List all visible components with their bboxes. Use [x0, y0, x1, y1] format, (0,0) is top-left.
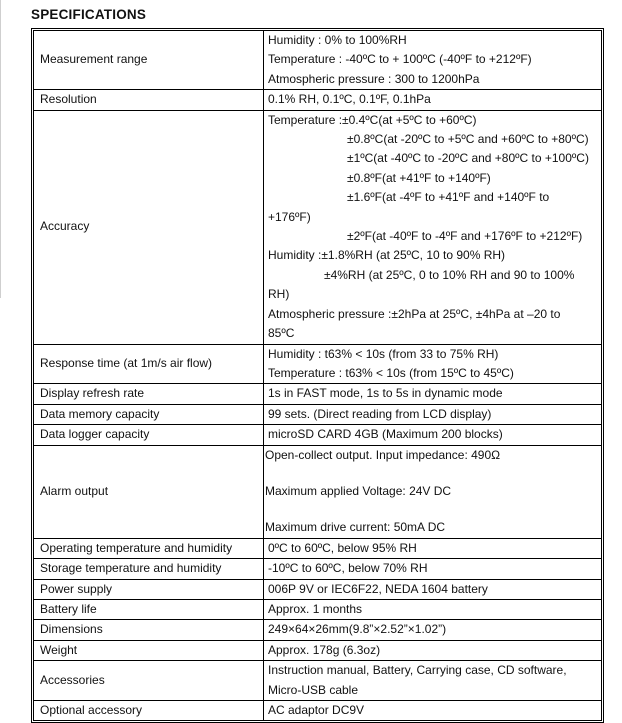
spec-line: Humidity : 0% to 100%RH [268, 33, 407, 47]
spec-label: Response time (at 1m/s air flow) [34, 344, 264, 384]
spec-line: Humidity : t63% < 10s (from 33 to 75% RH) [268, 346, 499, 361]
spec-line: Micro-USB cable [268, 682, 359, 697]
specifications-table [31, 28, 604, 723]
table-row [34, 384, 602, 404]
spec-label: Dimensions [34, 620, 264, 640]
spec-line: ±1.6ºF(at -4ºF to +41ºF and +140ºF to [347, 190, 550, 205]
table-row [34, 425, 602, 445]
spec-value [264, 661, 602, 701]
spec-value: 1s in FAST mode, 1s to 5s in dynamic mode [264, 384, 602, 404]
spec-value: 249×64×26mm(9.8”×2.52”×1.02”) [264, 620, 602, 640]
spec-label: Operating temperature and humidity [34, 538, 264, 558]
spec-value: 99 sets. (Direct reading from LCD display) [264, 404, 602, 424]
table-row [34, 404, 602, 424]
table-row [34, 538, 602, 558]
spec-line: ±0.8ºF(at +41ºF to +140ºF) [347, 170, 491, 185]
left-divider [0, 0, 1, 298]
table-row [34, 640, 602, 660]
spec-line: RH) [268, 287, 290, 302]
spec-line: 85ºC [268, 326, 295, 341]
spec-line: Open-collect output. Input impedance: 490Ω [265, 447, 501, 462]
spec-line: Instruction manual, Battery, Carrying case, CD software, [268, 663, 567, 678]
spec-value [264, 344, 602, 384]
spec-label: Power supply [34, 579, 264, 599]
spec-label: Battery life [34, 599, 264, 619]
spec-value: microSD CARD 4GB (Maximum 200 blocks) [264, 425, 602, 445]
spec-value [264, 110, 602, 344]
spec-value: 006P 9V or IEC6F22, NEDA 1604 battery [264, 579, 602, 599]
spec-value: AC adaptor DC9V [264, 701, 602, 721]
spec-line: ±0.8ºC(at -20ºC to +5ºC and +60ºC to +80ºC) [347, 132, 589, 147]
spec-value: -10ºC to 60ºC, below 70% RH [264, 559, 602, 579]
spec-value: Approx. 1 months [264, 599, 602, 619]
table-row [34, 445, 602, 538]
spec-label: Optional accessory [34, 701, 264, 721]
table-row [34, 559, 602, 579]
spec-value: 0ºC to 60ºC, below 95% RH [264, 538, 602, 558]
spec-line: Maximum applied Voltage: 24V DC [265, 483, 452, 498]
spec-label: Display refresh rate [34, 384, 264, 404]
spec-value: Approx. 178g (6.3oz) [264, 640, 602, 660]
table-row [34, 701, 602, 721]
table-row [34, 90, 602, 110]
spec-label: Measurement range [34, 31, 264, 90]
spec-line: +176ºF) [268, 209, 311, 224]
spec-line: ±2ºF(at -40ºF to -4ºF and +176ºF to +212ºF) [347, 229, 583, 244]
table-row [34, 31, 602, 90]
spec-label: Weight [34, 640, 264, 660]
spec-label: Accuracy [34, 110, 264, 344]
table-row [34, 599, 602, 619]
spacer [265, 501, 596, 518]
spec-label: Accessories [34, 661, 264, 701]
spec-line: Atmospheric pressure :±2hPa at 25ºC, ±4hPa at –20 to [268, 306, 561, 321]
spec-label: Data memory capacity [34, 404, 264, 424]
spec-value: 0.1% RH, 0.1ºC, 0.1ºF, 0.1hPa [264, 90, 602, 110]
spec-line: ±1ºC(at -40ºC to -20ºC and +80ºC to +100ºC) [347, 151, 589, 166]
spec-line: Temperature :±0.4ºC(at +5ºC to +60ºC) [268, 112, 477, 127]
table-row [34, 110, 602, 344]
spec-value [264, 445, 602, 538]
spec-label: Resolution [34, 90, 264, 110]
spec-line: Maximum drive current: 50mA DC [265, 520, 446, 535]
table-row [34, 620, 602, 640]
spec-line: ±4%RH (at 25ºC, 0 to 10% RH and 90 to 100% [324, 267, 575, 282]
spec-line: Humidity :±1.8%RH (at 25ºC, 10 to 90% RH) [268, 248, 506, 263]
spec-label: Storage temperature and humidity [34, 559, 264, 579]
table-row [34, 579, 602, 599]
table-row [34, 344, 602, 384]
spec-line: Temperature : t63% < 10s (from 15ºC to 45ºC) [268, 365, 514, 380]
spec-label: Data logger capacity [34, 425, 264, 445]
spec-line: Temperature : -40ºC to + 100ºC (-40ºF to +212ºF) [268, 52, 532, 67]
spacer [265, 465, 596, 482]
table-row [34, 661, 602, 701]
spec-value [264, 31, 602, 90]
page-title: SPECIFICATIONS [31, 7, 147, 22]
spec-line: Atmospheric pressure : 300 to 1200hPa [268, 71, 480, 86]
spec-label: Alarm output [34, 445, 264, 538]
